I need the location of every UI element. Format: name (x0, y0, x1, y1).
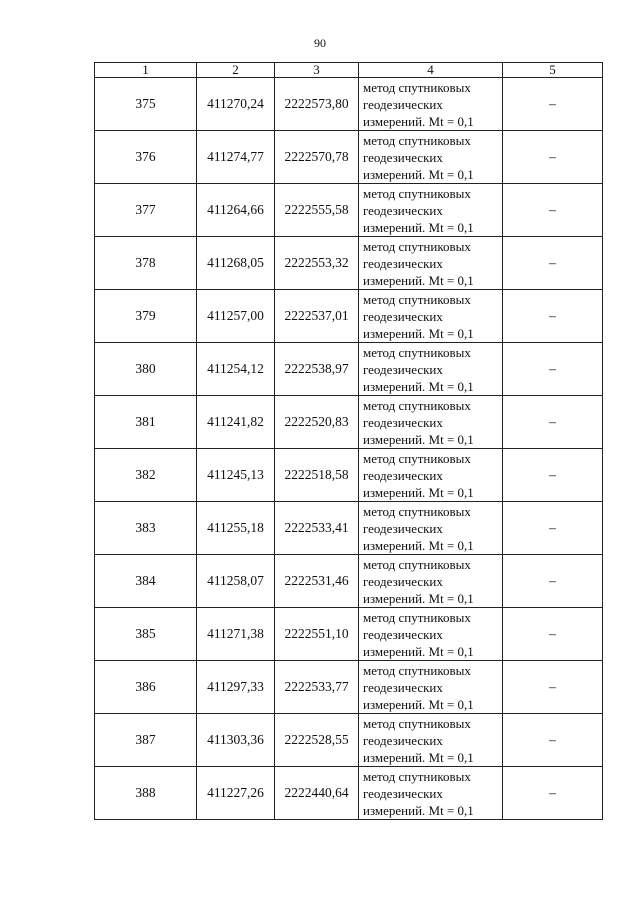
note-cell: – (503, 290, 603, 343)
method-cell (359, 502, 503, 555)
y-coordinate-cell: 2222440,64 (275, 767, 359, 820)
y-coordinate-cell: 2222553,32 (275, 237, 359, 290)
note-cell: – (503, 661, 603, 714)
method-line: измерений. Mt = 0,1 (363, 749, 474, 765)
coordinates-table (94, 62, 603, 820)
note-cell: – (503, 396, 603, 449)
column-header-2: 2 (197, 63, 275, 78)
method-line: измерений. Mt = 0,1 (363, 325, 474, 341)
note-cell: – (503, 608, 603, 661)
note-cell: – (503, 78, 603, 131)
table-row (95, 131, 603, 184)
method-cell (359, 290, 503, 343)
note-cell: – (503, 767, 603, 820)
method-line: измерений. Mt = 0,1 (363, 537, 474, 553)
note-cell: – (503, 449, 603, 502)
y-coordinate-cell: 2222520,83 (275, 396, 359, 449)
method-cell (359, 608, 503, 661)
header-row (95, 63, 603, 78)
note-cell: – (503, 184, 603, 237)
method-line: метод спутниковых (363, 503, 471, 519)
method-line: метод спутниковых (363, 768, 471, 784)
method-line: метод спутниковых (363, 556, 471, 572)
method-cell (359, 767, 503, 820)
method-line: измерений. Mt = 0,1 (363, 696, 474, 712)
method-line: геодезических (363, 414, 443, 430)
point-number-cell: 376 (95, 131, 197, 184)
method-cell (359, 714, 503, 767)
method-cell (359, 237, 503, 290)
column-header-3: 3 (275, 63, 359, 78)
table-row (95, 343, 603, 396)
method-line: метод спутниковых (363, 715, 471, 731)
table-row (95, 78, 603, 131)
method-line: геодезических (363, 255, 443, 271)
point-number-cell: 383 (95, 502, 197, 555)
x-coordinate-cell: 411258,07 (197, 555, 275, 608)
table-row (95, 661, 603, 714)
method-line: метод спутниковых (363, 609, 471, 625)
method-line: измерений. Mt = 0,1 (363, 166, 474, 182)
note-cell: – (503, 131, 603, 184)
column-header-4: 4 (359, 63, 503, 78)
method-line: измерений. Mt = 0,1 (363, 802, 474, 818)
method-line: геодезических (363, 467, 443, 483)
method-line: геодезических (363, 202, 443, 218)
method-line: метод спутниковых (363, 662, 471, 678)
method-line: геодезических (363, 785, 443, 801)
x-coordinate-cell: 411227,26 (197, 767, 275, 820)
method-line: геодезических (363, 626, 443, 642)
note-cell: – (503, 555, 603, 608)
x-coordinate-cell: 411271,38 (197, 608, 275, 661)
method-line: метод спутниковых (363, 291, 471, 307)
method-line: измерений. Mt = 0,1 (363, 219, 474, 235)
method-line: метод спутниковых (363, 238, 471, 254)
table-row (95, 449, 603, 502)
y-coordinate-cell: 2222531,46 (275, 555, 359, 608)
point-number-cell: 382 (95, 449, 197, 502)
x-coordinate-cell: 411264,66 (197, 184, 275, 237)
method-cell (359, 396, 503, 449)
point-number-cell: 381 (95, 396, 197, 449)
x-coordinate-cell: 411241,82 (197, 396, 275, 449)
method-cell (359, 661, 503, 714)
method-line: геодезических (363, 732, 443, 748)
method-line: измерений. Mt = 0,1 (363, 643, 474, 659)
method-line: измерений. Mt = 0,1 (363, 272, 474, 288)
column-header-1: 1 (95, 63, 197, 78)
point-number-cell: 379 (95, 290, 197, 343)
method-cell (359, 555, 503, 608)
method-line: метод спутниковых (363, 79, 471, 95)
method-line: геодезических (363, 520, 443, 536)
table-row (95, 237, 603, 290)
note-cell: – (503, 237, 603, 290)
note-cell: – (503, 714, 603, 767)
table-row (95, 396, 603, 449)
method-cell (359, 449, 503, 502)
x-coordinate-cell: 411254,12 (197, 343, 275, 396)
y-coordinate-cell: 2222573,80 (275, 78, 359, 131)
method-line: геодезических (363, 96, 443, 112)
method-line: метод спутниковых (363, 397, 471, 413)
point-number-cell: 388 (95, 767, 197, 820)
method-line: метод спутниковых (363, 344, 471, 360)
method-line: измерений. Mt = 0,1 (363, 431, 474, 447)
table-body (95, 78, 603, 820)
x-coordinate-cell: 411274,77 (197, 131, 275, 184)
x-coordinate-cell: 411245,13 (197, 449, 275, 502)
x-coordinate-cell: 411268,05 (197, 237, 275, 290)
table-row (95, 714, 603, 767)
page-number: 90 (314, 36, 326, 50)
point-number-cell: 384 (95, 555, 197, 608)
y-coordinate-cell: 2222551,10 (275, 608, 359, 661)
point-number-cell: 375 (95, 78, 197, 131)
method-line: измерений. Mt = 0,1 (363, 484, 474, 500)
method-cell (359, 343, 503, 396)
y-coordinate-cell: 2222533,77 (275, 661, 359, 714)
column-header-5: 5 (503, 63, 603, 78)
y-coordinate-cell: 2222555,58 (275, 184, 359, 237)
x-coordinate-cell: 411303,36 (197, 714, 275, 767)
point-number-cell: 380 (95, 343, 197, 396)
table-row (95, 184, 603, 237)
method-cell (359, 78, 503, 131)
table-row (95, 502, 603, 555)
point-number-cell: 377 (95, 184, 197, 237)
y-coordinate-cell: 2222537,01 (275, 290, 359, 343)
note-cell: – (503, 343, 603, 396)
method-line: геодезических (363, 573, 443, 589)
y-coordinate-cell: 2222570,78 (275, 131, 359, 184)
method-cell (359, 184, 503, 237)
method-line: измерений. Mt = 0,1 (363, 590, 474, 606)
method-line: геодезических (363, 679, 443, 695)
y-coordinate-cell: 2222538,97 (275, 343, 359, 396)
method-line: метод спутниковых (363, 185, 471, 201)
method-line: геодезических (363, 308, 443, 324)
method-line: метод спутниковых (363, 450, 471, 466)
method-line: измерений. Mt = 0,1 (363, 113, 474, 129)
table-row (95, 555, 603, 608)
point-number-cell: 386 (95, 661, 197, 714)
point-number-cell: 378 (95, 237, 197, 290)
table-row (95, 767, 603, 820)
table-header (95, 63, 603, 78)
y-coordinate-cell: 2222518,58 (275, 449, 359, 502)
y-coordinate-cell: 2222533,41 (275, 502, 359, 555)
x-coordinate-cell: 411257,00 (197, 290, 275, 343)
x-coordinate-cell: 411297,33 (197, 661, 275, 714)
method-line: геодезических (363, 149, 443, 165)
method-cell (359, 131, 503, 184)
note-cell: – (503, 502, 603, 555)
point-number-cell: 385 (95, 608, 197, 661)
method-line: геодезических (363, 361, 443, 377)
x-coordinate-cell: 411255,18 (197, 502, 275, 555)
method-line: метод спутниковых (363, 132, 471, 148)
table-row (95, 608, 603, 661)
point-number-cell: 387 (95, 714, 197, 767)
y-coordinate-cell: 2222528,55 (275, 714, 359, 767)
x-coordinate-cell: 411270,24 (197, 78, 275, 131)
table-row (95, 290, 603, 343)
method-line: измерений. Mt = 0,1 (363, 378, 474, 394)
